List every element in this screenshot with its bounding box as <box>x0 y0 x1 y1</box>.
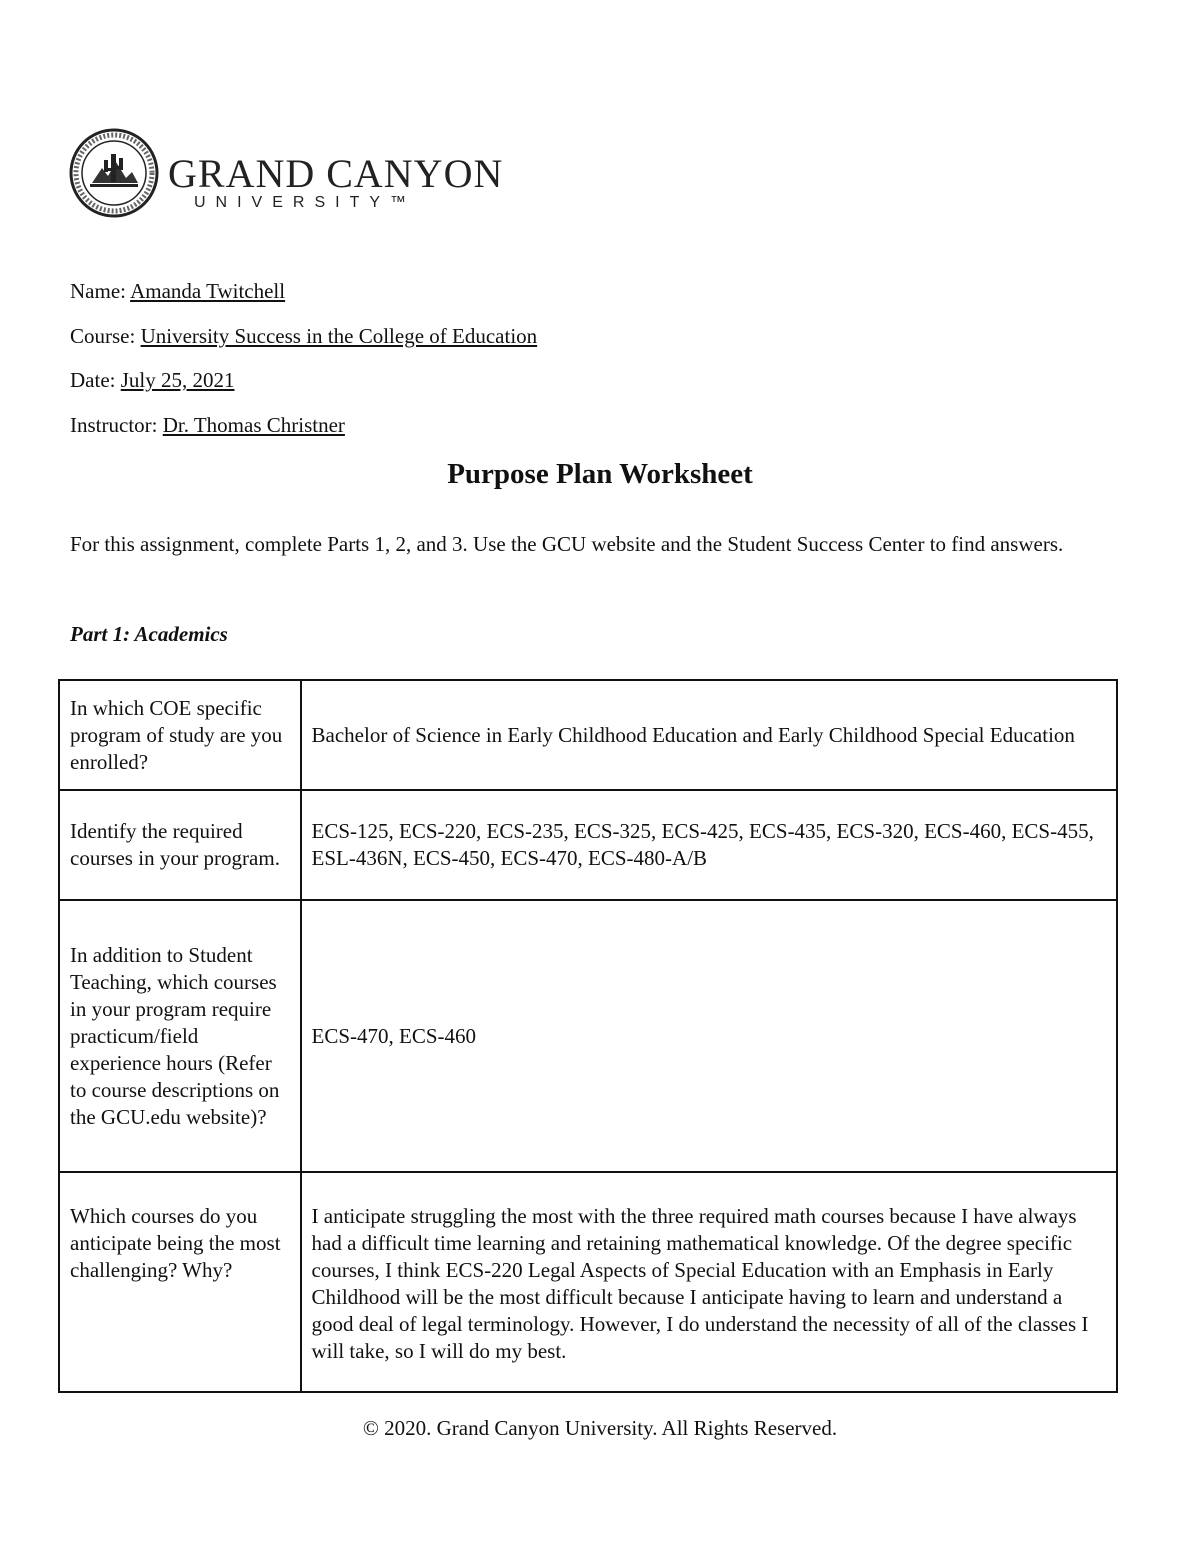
question-cell: Identify the required courses in your program. <box>59 790 301 900</box>
answer-cell: Bachelor of Science in Early Childhood Education and Early Childhood Special Education <box>301 680 1117 790</box>
date-field <box>70 368 235 393</box>
course-field <box>70 324 537 349</box>
answer-cell: I anticipate struggling the most with the three required math courses because I have always had a difficult time learning and retaining mathematical knowledge. Of the degree specific courses, I think ECS-220 Legal Aspects of Special Education with an Emphasis in Early Childhood will be the most difficult because I anticipate having to learn and understand a good deal of legal terminology. However, I do understand the necessity of all of the classes I will take, so I will do my best. <box>301 1172 1117 1392</box>
question-cell: In addition to Student Teaching, which courses in your program require practicum/field experience hours (Refer to course descriptions on the GCU.edu website)? <box>59 900 301 1172</box>
answer-cell: ECS-470, ECS-460 <box>301 900 1117 1172</box>
table-row <box>59 680 1117 790</box>
table-row <box>59 790 1117 900</box>
name-field <box>70 279 285 304</box>
university-logo <box>68 128 504 218</box>
logo-wordmark: GRAND CANYON <box>168 151 504 196</box>
course-value: University Success in the College of Education <box>140 324 538 348</box>
logo-subtitle: UNIVERSITY™ <box>194 194 417 211</box>
date-label: Date: <box>70 368 116 392</box>
intro-text: For this assignment, complete Parts 1, 2, and 3. Use the GCU website and the Student Success Center to find answers. <box>70 532 1064 556</box>
part1-heading: Part 1: Academics <box>70 622 228 646</box>
copyright-footer: © 2020. Grand Canyon University. All Rights Reserved. <box>362 1416 838 1440</box>
university-seal-icon <box>68 128 160 218</box>
date-value: July 25, 2021 <box>120 368 235 392</box>
question-cell: Which courses do you anticipate being the most challenging? Why? <box>59 1172 301 1392</box>
academics-table <box>58 679 1118 1393</box>
table-row <box>59 1172 1117 1392</box>
course-label: Course: <box>70 324 136 348</box>
instructor-value: Dr. Thomas Christner <box>162 413 345 437</box>
instructor-label: Instructor: <box>70 413 158 437</box>
question-cell: In which COE specific program of study are you enrolled? <box>59 680 301 790</box>
name-label: Name: <box>70 279 126 303</box>
name-value: Amanda Twitchell <box>130 279 286 303</box>
answer-cell: ECS-125, ECS-220, ECS-235, ECS-325, ECS-425, ECS-435, ECS-320, ECS-460, ECS-455, ESL-436N, ECS-450, ECS-470, ECS-480-A/B <box>301 790 1117 900</box>
page-title: Purpose Plan Worksheet <box>447 458 753 490</box>
table-row <box>59 900 1117 1172</box>
instructor-field <box>70 413 345 438</box>
